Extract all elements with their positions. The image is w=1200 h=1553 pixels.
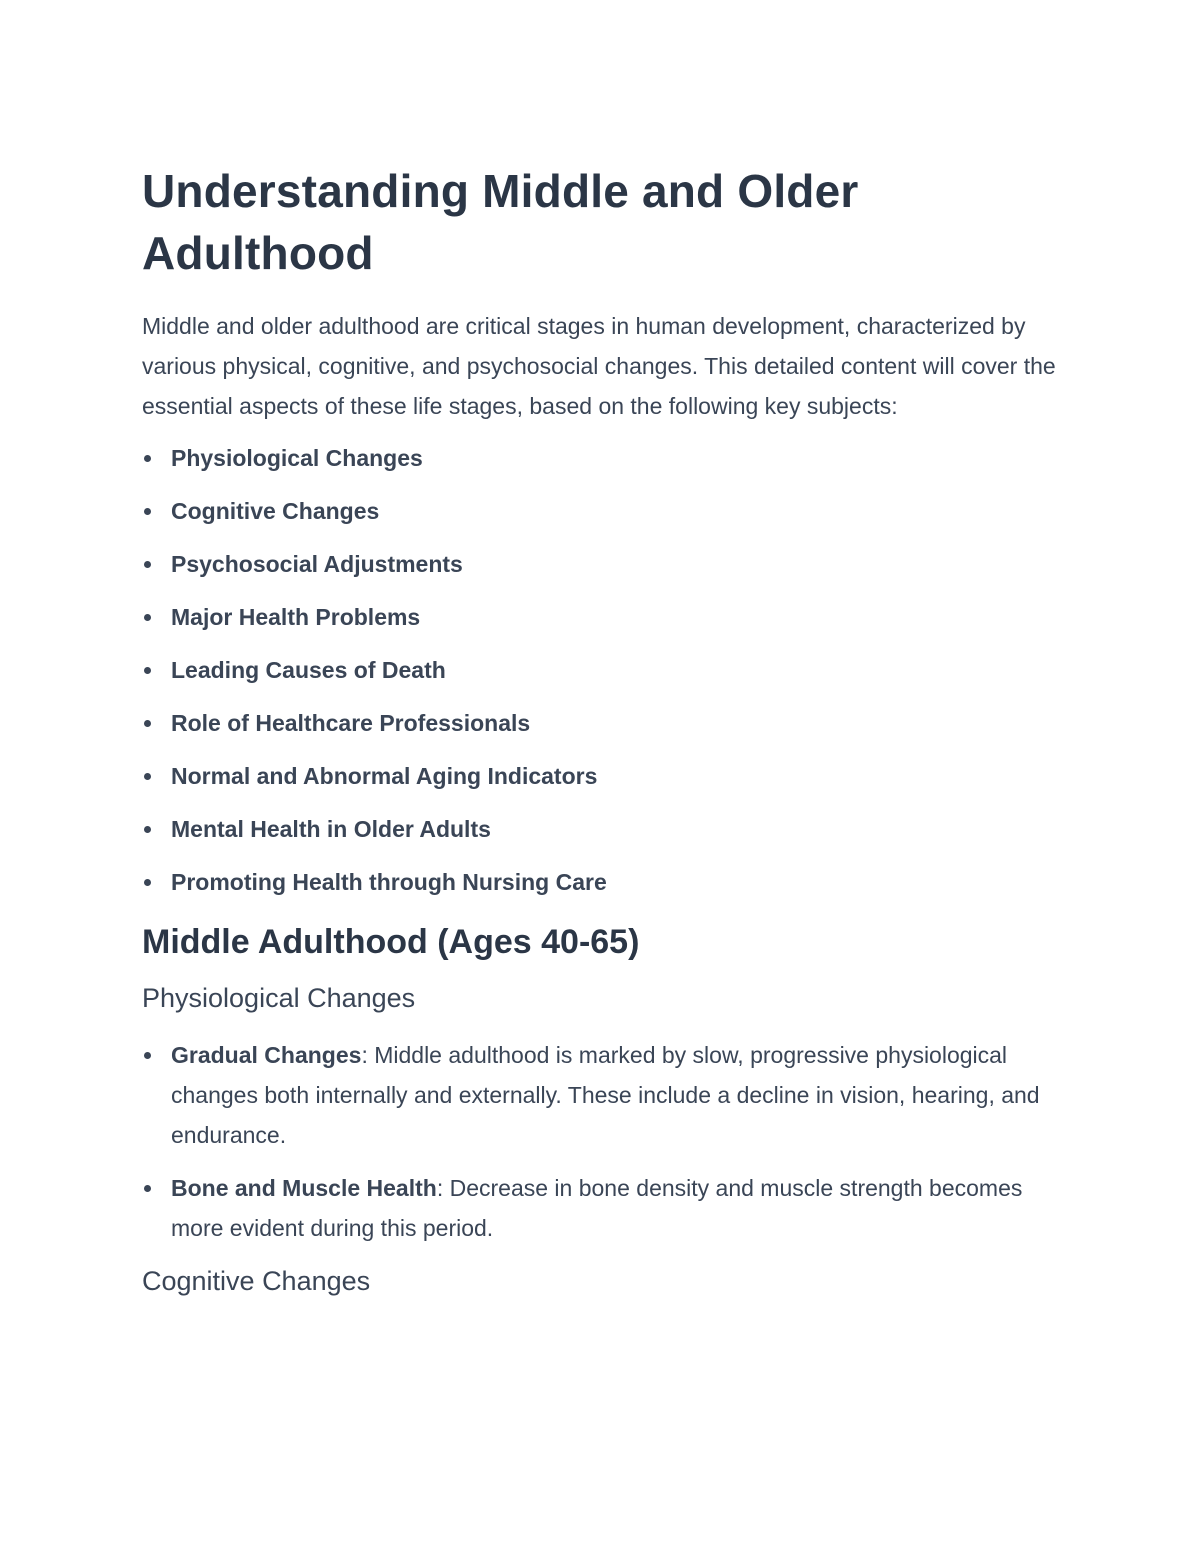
list-item: Leading Causes of Death xyxy=(142,650,1057,690)
section-heading-middle-adulthood: Middle Adulthood (Ages 40-65) xyxy=(142,923,640,961)
list-item: Cognitive Changes xyxy=(142,491,1057,531)
list-item: Mental Health in Older Adults xyxy=(142,809,1057,849)
list-item: Major Health Problems xyxy=(142,597,1057,637)
list-item-term: Bone and Muscle Health xyxy=(171,1175,437,1201)
list-item: Promoting Health through Nursing Care xyxy=(142,862,1057,902)
list-item: Role of Healthcare Professionals xyxy=(142,703,1057,743)
list-item: Physiological Changes xyxy=(142,438,1057,478)
list-item-text: : Decrease in bone density and muscle strength becomes more evident during this period. xyxy=(171,1175,1023,1241)
intro-paragraph: Middle and older adulthood are critical stages in human development, characterized by various physical, cognitive, and psychosocial changes. This detailed content will cover the essential aspects of these life stages, based on the following key subjects: xyxy=(142,313,1056,419)
physiological-changes-list xyxy=(142,1035,1057,1248)
list-item: Psychosocial Adjustments xyxy=(142,544,1057,584)
key-subjects-list xyxy=(142,438,1057,902)
subheading-cognitive-changes: Cognitive Changes xyxy=(142,1266,371,1296)
subheading-physiological-changes: Physiological Changes xyxy=(142,983,416,1013)
list-item: Normal and Abnormal Aging Indicators xyxy=(142,756,1057,796)
document-title: Understanding Middle and Older Adulthood xyxy=(142,165,859,279)
list-item-text: : Middle adulthood is marked by slow, progressive physiological changes both internally and externally. These include a decline in vision, hearing, and endurance. xyxy=(171,1042,1040,1148)
document-page xyxy=(142,160,1057,1301)
list-item-term: Gradual Changes xyxy=(171,1042,362,1068)
list-item xyxy=(142,1035,1057,1155)
list-item xyxy=(142,1168,1057,1248)
